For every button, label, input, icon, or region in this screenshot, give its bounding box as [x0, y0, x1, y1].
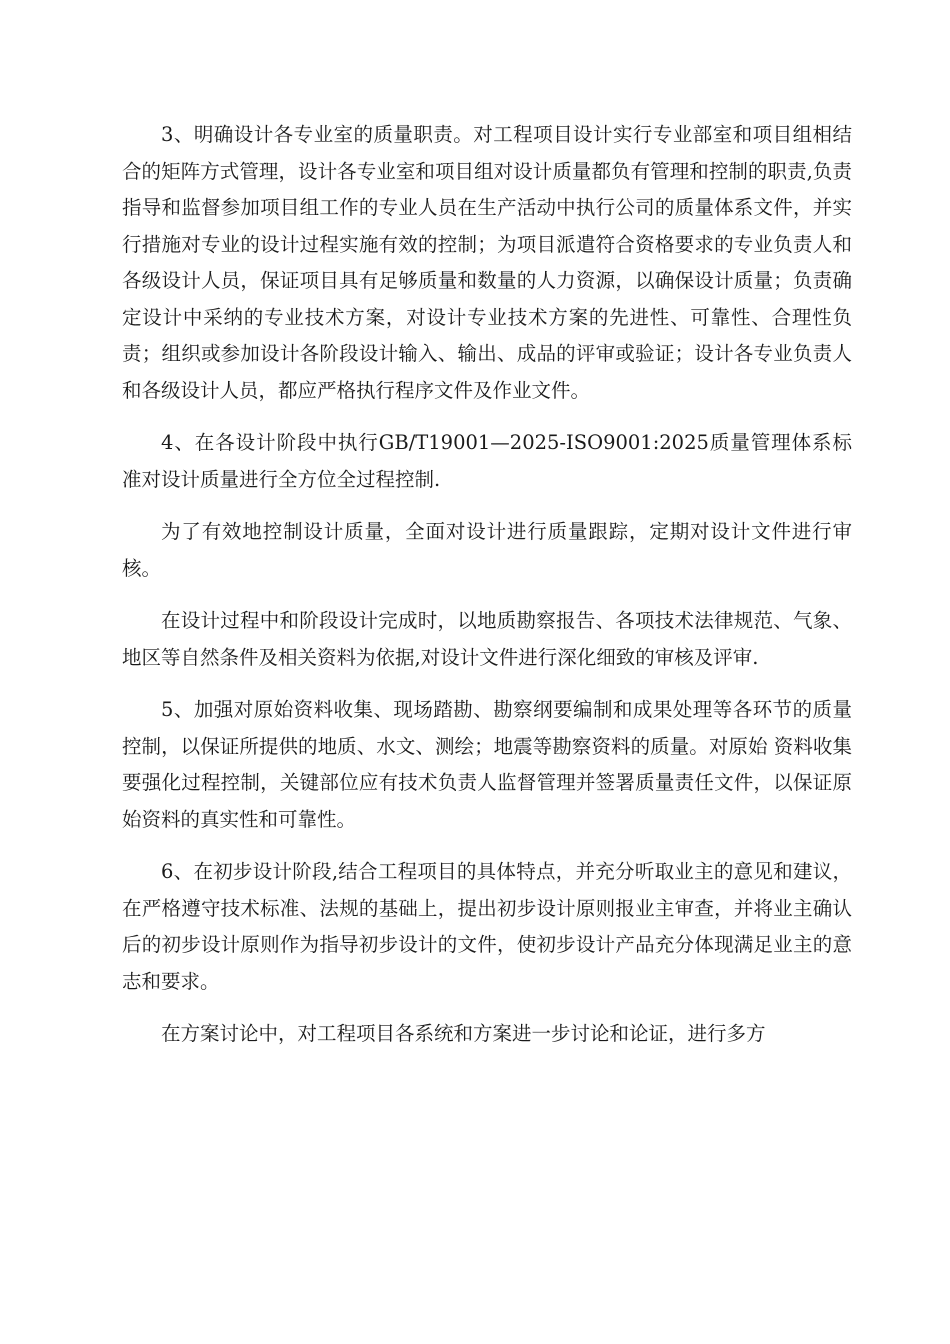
paragraph-raw-data-control: 5、加强对原始资料收集、现场踏勘、勘察纲要编制和成果处理等各环节的质量控制，以保证所提供的地质、水文、测绘；地震等勘察资料的质量。对原始 资料收集要强化过程控制，关键部位应有技术负责人监督管理并签署质量责任文件，以保证原始资料的真实性和可靠性。 [122, 698, 852, 831]
document-body [122, 117, 852, 1069]
paragraph-design-dept-responsibilities: 3、明确设计各专业室的质量职责。对工程项目设计实行专业部室和项目组相结合的矩阵方式管理，设计各专业室和项目组对设计质量都负有管理和控制的职责,负责指导和监督参加项目组工作的专业人员在生产活动中执行公司的质量体系文件，并实行措施对专业的设计过程实施有效的控制；为项目派遣符合资格要求的专业负责人和各级设计人员，保证项目具有足够质量和数量的人力资源，以确保设计质量；负责确定设计中采纳的专业技术方案，对设计专业技术方案的先进性、可靠性、合理性负责；组织或参加设计各阶段设计输入、输出、成品的评审或验证；设计各专业负责人和各级设计人员，都应严格执行程序文件及作业文件。 [122, 123, 852, 402]
paragraph-scheme-discussion: 在方案讨论中，对工程项目各系统和方案进一步讨论和论证，进行多方 [161, 1022, 766, 1045]
paragraph-preliminary-design: 6、在初步设计阶段,结合工程项目的具体特点，并充分听取业主的意见和建议，在严格遵守技术标准、法规的基础上，提出初步设计原则报业主审查，并将业主确认后的初步设计原则作为指导初步设计的文件，使初步设计产品充分体现满足业主的意志和要求。 [122, 860, 852, 993]
paragraph-design-review: 在设计过程中和阶段设计完成时，以地质勘察报告、各项技术法律规范、气象、地区等自然条件及相关资料为依据,对设计文件进行深化细致的审核及评审. [122, 609, 852, 669]
paragraph-iso9001-control: 4、在各设计阶段中执行GB/T19001—2025-ISO9001:2025质量管理体系标准对设计质量进行全方位全过程控制. [122, 431, 852, 491]
paragraph-quality-tracking: 为了有效地控制设计质量，全面对设计进行质量跟踪，定期对设计文件进行审核。 [122, 520, 852, 580]
